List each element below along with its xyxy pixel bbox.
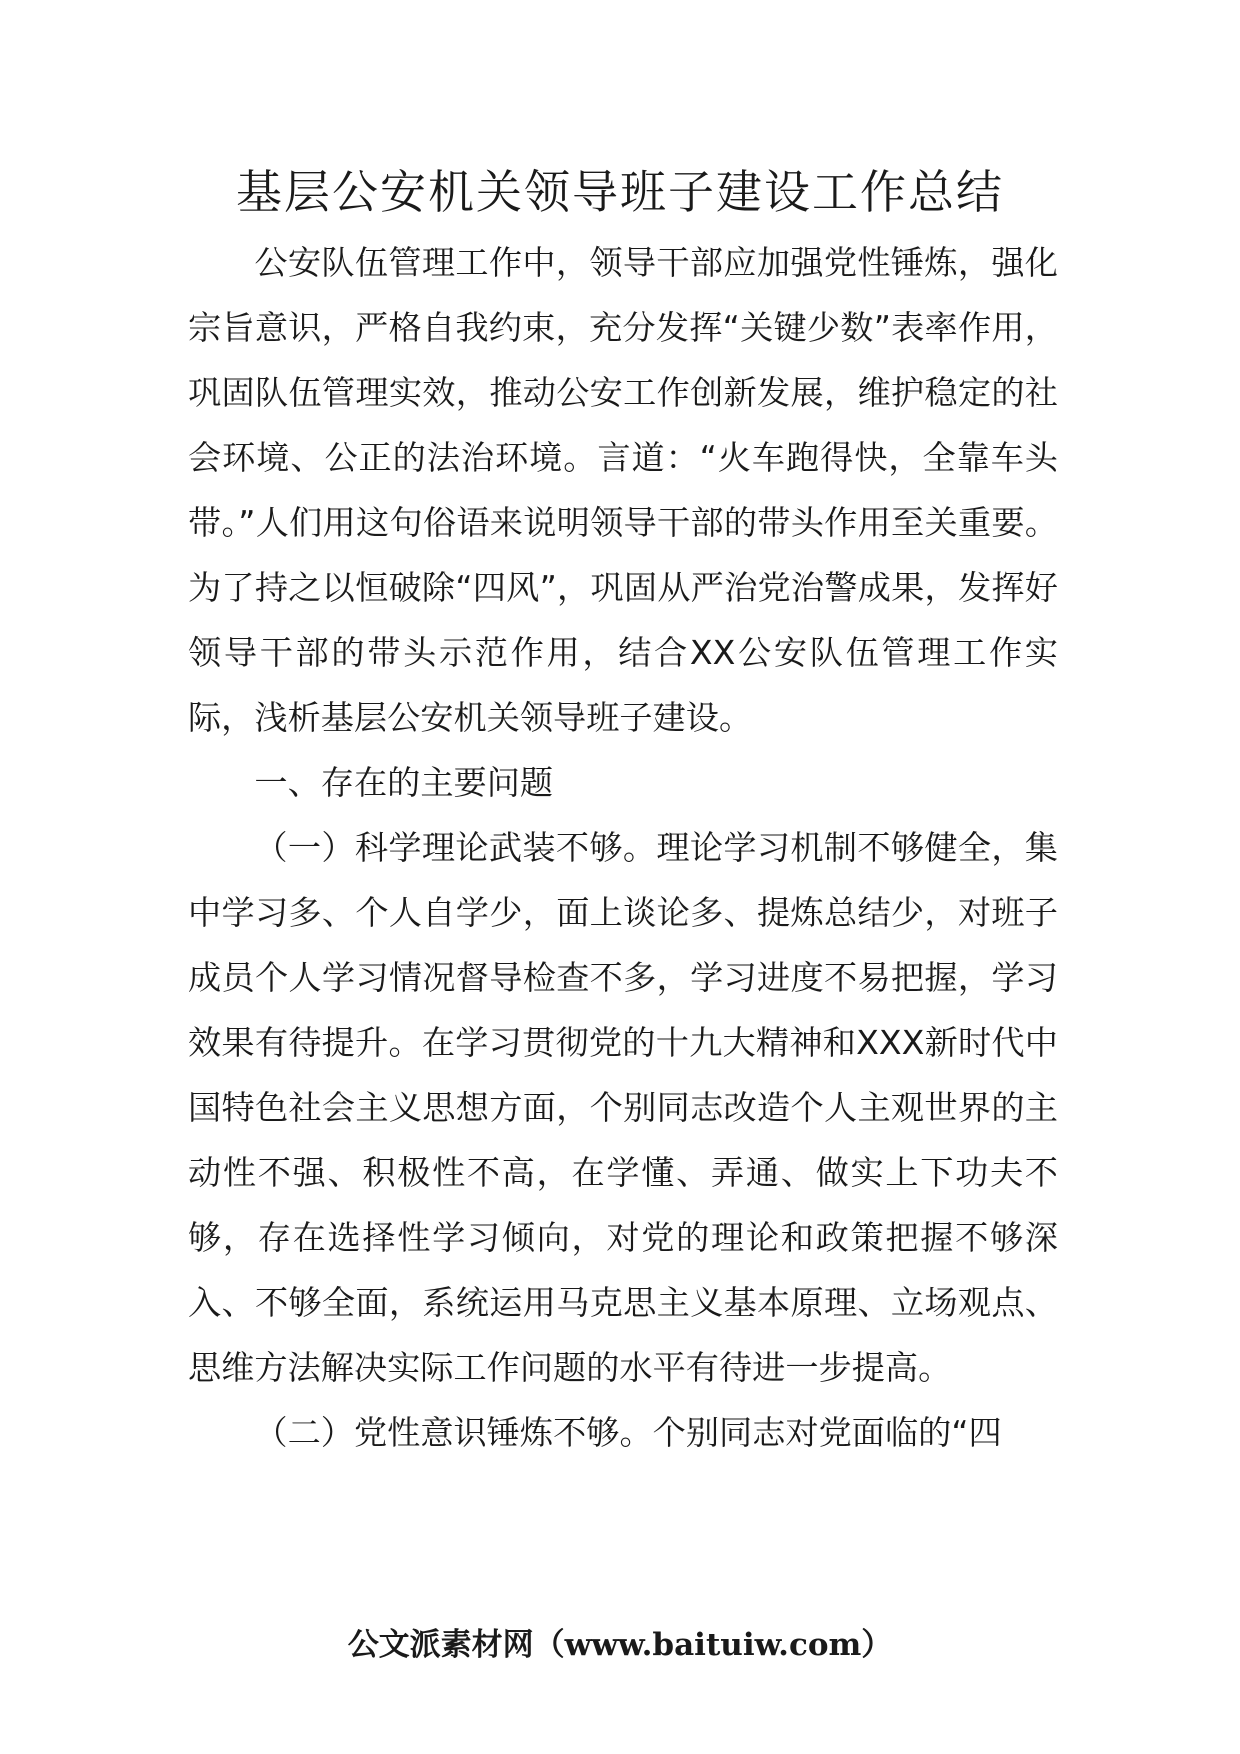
paragraph-section-1: （一）科学理论武装不够。理论学习机制不够健全，集中学习多、个人自学少，面上谈论多、提炼总结少，对班子成员个人学习情况督导检查不多，学习进度不易把握，学习效果有待提升。在学习贯彻党的十九大精神和XXX新时代中国特色社会主义思想方面，个别同志改造个人主观世界的主动性不强、积极性不高，在学懂、弄通、做实上下功夫不够，存在选择性学习倾向，对党的理论和政策把握不够深入、不够全面，系统运用马克思主义基本原理、立场观点、思维方法解决实际工作问题的水平有待进一步提高。 — [188, 828, 1058, 1387]
section-heading: 一、存在的主要问题 — [254, 763, 554, 802]
document-title: 基层公安机关领导班子建设工作总结 — [236, 165, 1004, 219]
paragraph-section-2: （二）党性意识锤炼不够。个别同志对党面临的“四 — [254, 1413, 1002, 1452]
footer-source: 公文派素材网（www.baituiw.com） — [347, 1627, 893, 1663]
document-body — [188, 230, 1058, 1465]
paragraph-intro: 公安队伍管理工作中，领导干部应加强党性锤炼，强化宗旨意识，严格自我约束，充分发挥“关键少数”表率作用，巩固队伍管理实效，推动公安工作创新发展，维护稳定的社会环境、公正的法治环境。言道：“火车跑得快，全靠车头带。”人们用这句俗语来说明领导干部的带头作用至关重要。为了持之以恒破除“四风”，巩固从严治党治警成果，发挥好领导干部的带头示范作用，结合XX公安队伍管理工作实际，浅析基层公安机关领导班子建设。 — [188, 243, 1058, 737]
